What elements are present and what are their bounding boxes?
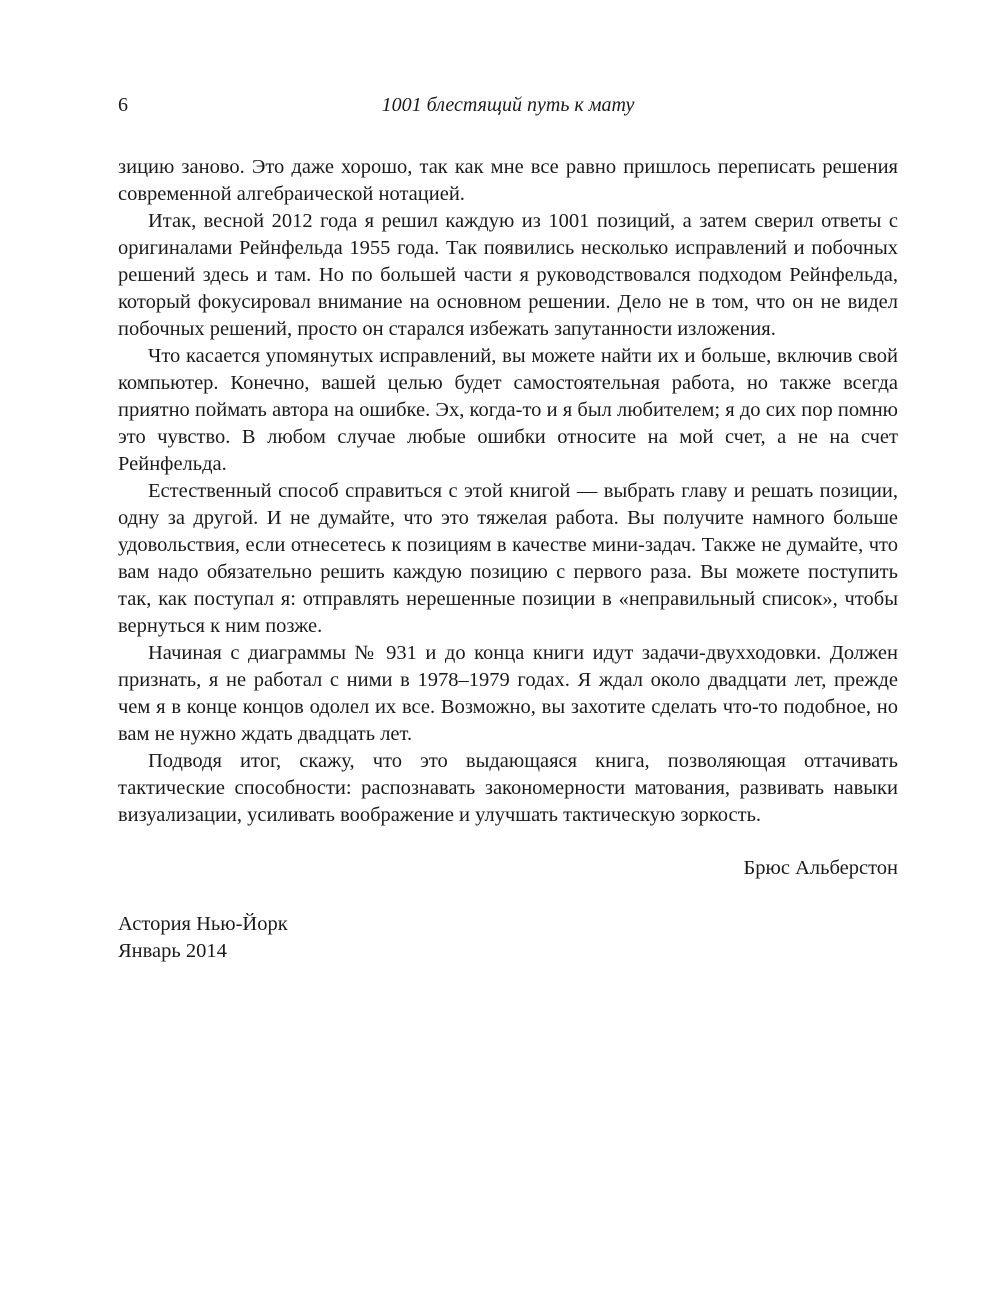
author-signature: Брюс Альберстон: [743, 857, 898, 879]
running-header: [118, 94, 898, 124]
page-number: 6: [118, 94, 128, 116]
running-title: 1001 блестящий путь к мату: [381, 94, 635, 116]
body-text: [118, 154, 898, 829]
paragraph: Что касается упомянутых исправлений, вы можете найти их и больше, включив свой компьютер. Конечно, вашей целью будет самостоятельная работа, но также всегда приятно поймать автора на ошибке. Эх, когда-то и я был любителем; я до сих пор помню это чувство. В любом случае любые ошибки относите на мой счет, а не на счет Рейнфельда.: [118, 345, 898, 475]
book-page: [118, 94, 898, 965]
paragraph: Начиная с диаграммы № 931 и до конца книги идут задачи-двухходовки. Должен признать, я не работал с ними в 1978–1979 годах. Я ждал около двадцати лет, прежде чем я в конце концов одолел их все. Возможно, вы захотите сделать что-то подобное, но вам не нужно ждать двадцать лет.: [118, 642, 898, 745]
paragraph: Итак, весной 2012 года я решил каждую из 1001 позиций, а затем сверил ответы с оригиналами Рейнфельда 1955 года. Так появились несколько исправлений и побочных решений здесь и там. Но по большей части я руководствовался подходом Рейнфельда, который фокусировал внимание на основном решении. Дело не в том, что он не видел побочных решений, просто он старался избежать запутанности изложения.: [118, 210, 898, 340]
paragraph: Подводя итог, скажу, что это выдающаяся книга, позволяющая оттачивать тактические способности: распознавать закономерности матования, развивать навыки визуализации, усиливать воображение и улучшать тактическую зоркость.: [118, 750, 898, 826]
paragraph: Естественный способ справиться с этой книгой — выбрать главу и решать позиции, одну за другой. И не думайте, что это тяжелая работа. Вы получите намного больше удовольствия, если отнесетесь к позициям в качестве мини-задач. Также не думайте, что вам надо обязательно решить каждую позицию с первого раза. Вы можете поступить так, как поступал я: отправлять нерешенные позиции в «неправильный список», чтобы вернуться к ним позже.: [118, 480, 898, 637]
paragraph: зицию заново. Это даже хорошо, так как мне все равно пришлось переписать решения современной алгебраической нотацией.: [118, 156, 898, 205]
place-line: Астория Нью-Йорк: [118, 913, 288, 935]
place-date-block: [118, 911, 898, 965]
date-line: Январь 2014: [118, 940, 227, 962]
